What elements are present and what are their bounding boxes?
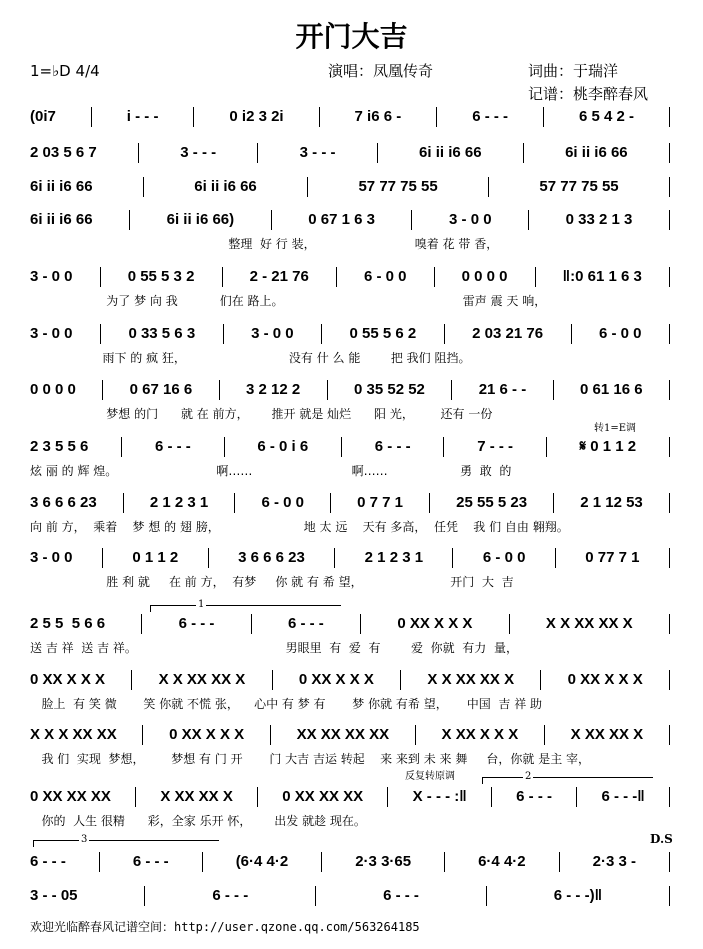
volta-2-label: 2	[525, 771, 532, 782]
measure: 3 6 6 6 23	[30, 494, 97, 511]
barline	[360, 614, 361, 634]
volta-1	[150, 599, 341, 612]
barline	[669, 548, 670, 568]
measure: 0 0 0 0	[30, 381, 76, 398]
notation-row	[30, 614, 670, 634]
barline	[669, 143, 670, 163]
volta-3-label: 3	[81, 834, 88, 845]
barline	[251, 614, 252, 634]
barline	[223, 324, 224, 344]
barline	[138, 143, 139, 163]
barline	[222, 267, 223, 287]
measure: 3 - - 05	[30, 887, 78, 904]
measure: (6·4 4·2	[235, 853, 289, 870]
barline	[434, 267, 435, 287]
lyrics-line: 我 们 实现 梦想， 梦想 有 门 开 门 大吉 吉运 转起 来 来到 未 来 舞 台，你就 是主 宰，	[30, 752, 591, 766]
measure: 2 3 5 5 6	[30, 438, 89, 455]
measure: X X XX XX X	[427, 671, 515, 688]
lyrics-line: 送 吉 祥 送 吉 祥。 男眼里 有 爱 有 爱 你就 有力 量，	[30, 641, 518, 655]
measure: 3 - - -	[180, 144, 217, 161]
barline	[341, 437, 342, 457]
measure: 6 - 0 0	[363, 268, 407, 285]
measure: 7 - - -	[477, 438, 514, 455]
measure: 6 - - -	[383, 887, 419, 904]
barline	[143, 177, 144, 197]
performer: 演唱：凤凰传奇	[328, 62, 434, 80]
barline	[272, 670, 273, 690]
footer-credit: 欢迎光临醉春风记谱空间：http://user.qzone.qq.com/563264185	[30, 920, 420, 934]
measure: X XX XX X	[570, 726, 644, 743]
barline	[559, 852, 560, 872]
lyrics-line: 你的 人生 很精 彩，全家 乐开 怀， 出发 就趁 现在。	[30, 814, 366, 828]
measure: X XX X X X	[441, 726, 519, 743]
measure: 3 - 0 0	[30, 549, 73, 566]
measure: 6·4 4·2	[478, 853, 526, 870]
barline	[452, 548, 453, 568]
measure: 2·3 3·65	[355, 853, 412, 870]
barline	[330, 493, 331, 513]
measure: 6i ii i6 66	[194, 178, 257, 195]
barline	[429, 493, 430, 513]
notation-row	[30, 548, 670, 568]
barline	[100, 267, 101, 287]
barline	[307, 177, 308, 197]
measure: X - - - :‖	[412, 788, 467, 805]
barline	[543, 107, 544, 127]
barline	[540, 670, 541, 690]
barline	[443, 437, 444, 457]
measure: 2·3 3 -	[592, 853, 636, 870]
barline	[669, 886, 670, 906]
barline	[202, 852, 203, 872]
barline	[219, 380, 220, 400]
barline	[436, 107, 437, 127]
measure: 6 - - -	[212, 887, 249, 904]
notation-row	[30, 267, 670, 287]
measure: 6 - - -	[516, 788, 553, 805]
ds-marker: D.S	[650, 832, 673, 846]
measure: 6 - - -	[132, 853, 169, 870]
notation-row	[30, 725, 670, 745]
barline	[509, 614, 510, 634]
barline	[224, 437, 225, 457]
time-signature: 4/4	[75, 62, 100, 80]
measure: 3 2 12 2	[246, 381, 301, 398]
measure: 2 5 5 5 6 6	[30, 615, 106, 632]
barline	[193, 107, 194, 127]
barline	[669, 787, 670, 807]
volta-3	[33, 834, 219, 847]
barline	[99, 852, 100, 872]
barline	[321, 852, 322, 872]
measure: 0 77 7 1	[585, 549, 640, 566]
key-signature	[30, 62, 100, 80]
barline	[669, 493, 670, 513]
barline	[488, 177, 489, 197]
barline	[669, 725, 670, 745]
measure: 3 - 0 0	[30, 325, 73, 342]
barline	[528, 210, 529, 230]
measure: 0 XX X X X	[397, 615, 473, 632]
measure: 6 - - -‖	[601, 788, 645, 805]
barline	[553, 493, 554, 513]
barline	[327, 380, 328, 400]
measure: 6i ii i6 66	[419, 144, 482, 161]
transcriber: 记谱：桃李醉春风	[528, 85, 649, 103]
measure: 0 61 16 6	[580, 381, 643, 398]
measure: 2 1 2 3 1	[364, 549, 424, 566]
notation-row	[30, 437, 670, 457]
barline	[669, 210, 670, 230]
barline	[257, 787, 258, 807]
measure: 0 7 7 1	[357, 494, 403, 511]
notation-row	[30, 493, 670, 513]
measure: 0 35 52 52	[354, 381, 425, 398]
measure: 0 55 5 6 2	[349, 325, 417, 342]
measure: 6i ii i6 66)	[166, 211, 235, 228]
measure: 57 77 75 55	[358, 178, 438, 195]
notation-row	[30, 852, 670, 872]
measure: 3 - 0 0	[251, 325, 294, 342]
barline	[669, 437, 670, 457]
measure: 3 - 0 0	[30, 268, 73, 285]
measure: 6 - - -	[472, 108, 509, 125]
barline	[400, 670, 401, 690]
measure: 6 - 0 i 6	[257, 438, 309, 455]
modulation-note: 转1=E调	[594, 423, 637, 434]
barline	[129, 210, 130, 230]
measure: 2 - 21 76	[249, 268, 309, 285]
measure: 0 1 1 2	[132, 549, 179, 566]
barline	[144, 886, 145, 906]
barline	[257, 143, 258, 163]
barline	[271, 210, 272, 230]
barline	[669, 670, 670, 690]
barline	[102, 548, 103, 568]
barline	[141, 614, 142, 634]
measure: 0 0 0 0	[461, 268, 508, 285]
barline	[486, 886, 487, 906]
barline	[208, 548, 209, 568]
song-title: 开门大吉	[295, 20, 408, 53]
measure: 6 - 0 0	[482, 549, 526, 566]
barline	[555, 548, 556, 568]
notation-row	[30, 177, 670, 197]
barline	[669, 380, 670, 400]
barline	[234, 493, 235, 513]
measure: X XX XX X	[160, 788, 233, 805]
measure: 0 XX X X X	[30, 671, 106, 688]
measure: i - - -	[126, 108, 159, 125]
measure: X X XX XX X	[158, 671, 246, 688]
measure: 6 - - -	[154, 438, 191, 455]
barline	[336, 267, 337, 287]
measure: 6i ii i6 66	[30, 178, 93, 195]
barline	[100, 324, 101, 344]
measure: 57 77 75 55	[539, 178, 619, 195]
barline	[553, 380, 554, 400]
barline	[142, 725, 143, 745]
measure: 6 - - -	[287, 615, 324, 632]
notation-row	[30, 886, 670, 906]
barline	[669, 614, 670, 634]
measure: 2 03 21 76	[472, 325, 544, 342]
repeat-return-note: 反复转原调	[405, 771, 455, 782]
measure: 0 XX XX XX	[282, 788, 364, 805]
measure: X X X XX XX	[30, 726, 117, 743]
notation-row	[30, 670, 670, 690]
measure: 2 1 12 53	[580, 494, 643, 511]
measure: 6 5 4 2 -	[578, 108, 635, 125]
measure: 3 - - -	[299, 144, 336, 161]
barline	[491, 787, 492, 807]
measure: 6 - - -	[374, 438, 411, 455]
lyrics-line: 为了 梦 向 我 们在 路上。 雷声 震 天 响，	[30, 294, 547, 308]
barline	[315, 886, 316, 906]
measure: 0 67 1 6 3	[308, 211, 375, 228]
measure: 2 03 5 6 7	[30, 144, 97, 161]
barline	[135, 787, 136, 807]
barline	[102, 380, 103, 400]
measure: 6 - - -	[30, 853, 66, 870]
barline	[377, 143, 378, 163]
measure: 6i ii i6 66	[30, 211, 93, 228]
barline	[451, 380, 452, 400]
barline	[444, 324, 445, 344]
measure: (0i7	[30, 108, 56, 125]
measure: 6 - - -	[178, 615, 215, 632]
barline	[415, 725, 416, 745]
lyrics-line: 梦想 的门 就 在 前方， 推开 就是 灿烂 阳 光， 还有 一份	[30, 407, 493, 421]
measure: 7 i6 6 -	[354, 108, 402, 125]
notation-row	[30, 210, 670, 230]
measure: 0 XX XX XX	[30, 788, 111, 805]
barline	[334, 548, 335, 568]
measure: 6 - - -)‖	[553, 887, 603, 904]
barline	[444, 852, 445, 872]
lyrics-line: 整理 好 行 装， 嗅着 花 带 香，	[30, 237, 499, 251]
barline	[411, 210, 412, 230]
measure: 0 33 5 6 3	[128, 325, 196, 342]
measure: 𝄋 0 1 1 2	[579, 438, 637, 455]
barline	[669, 324, 670, 344]
lyrics-line: 雨下 的 疯 狂， 没有 什 么 能 把 我们 阻挡。	[30, 351, 471, 365]
barline	[319, 107, 320, 127]
measure: 0 XX X X X	[298, 671, 374, 688]
measure: ‖:0 61 1 6 3	[562, 268, 642, 285]
measure: 0 33 2 1 3	[565, 211, 633, 228]
measure: 6i ii i6 66	[565, 144, 628, 161]
measure: 6 - 0 0	[598, 325, 642, 342]
barline	[387, 787, 388, 807]
measure: 0 XX X X X	[169, 726, 245, 743]
barline	[523, 143, 524, 163]
barline	[270, 725, 271, 745]
barline	[544, 725, 545, 745]
barline	[131, 670, 132, 690]
barline	[669, 177, 670, 197]
measure: 0 55 5 3 2	[127, 268, 195, 285]
barline	[571, 324, 572, 344]
key-label: 1=♭D	[30, 62, 71, 80]
barline	[321, 324, 322, 344]
lyrics-line: 脸上 有 笑 微 笑 你就 不慌 张， 心中 有 梦 有 梦 你就 有希 望， 中国 吉 祥 助	[30, 697, 543, 711]
volta-1-label: 1	[198, 599, 205, 610]
barline	[121, 437, 122, 457]
measure: 25 55 5 23	[456, 494, 528, 511]
measure: 2 1 2 3 1	[149, 494, 209, 511]
measure: 21 6 - -	[478, 381, 527, 398]
volta-2	[482, 771, 653, 784]
barline	[535, 267, 536, 287]
barline	[669, 852, 670, 872]
lyrics-line: 向 前 方， 乘着 梦 想 的 翅 膀， 地 太 远 天有 多高， 任凭 我 们 自由 翱翔。	[30, 520, 569, 534]
measure: 3 - 0 0	[449, 211, 492, 228]
notation-row	[30, 787, 670, 807]
measure: 0 67 16 6	[129, 381, 193, 398]
barline	[669, 107, 670, 127]
measure: XX XX XX XX	[296, 726, 390, 743]
barline	[91, 107, 92, 127]
composer: 词曲：于瑞洋	[528, 62, 619, 80]
lyrics-line: 炫 丽 的 辉 煌。 啊…… 啊…… 勇 敢 的	[30, 464, 512, 478]
measure: 0 XX X X X	[567, 671, 643, 688]
barline	[669, 267, 670, 287]
measure: X X XX XX X	[545, 615, 633, 632]
notation-row	[30, 143, 670, 163]
barline	[546, 437, 547, 457]
barline	[123, 493, 124, 513]
lyrics-line: 胜 利 就 在 前 方， 有梦 你 就 有 希 望， 开门 大 吉	[30, 575, 514, 589]
measure: 6 - 0 0	[261, 494, 304, 511]
notation-row	[30, 107, 670, 127]
notation-row	[30, 324, 670, 344]
barline	[576, 787, 577, 807]
notation-row	[30, 380, 670, 400]
measure: 0 i2 3 2i	[229, 108, 284, 125]
measure: 3 6 6 6 23	[238, 549, 305, 566]
